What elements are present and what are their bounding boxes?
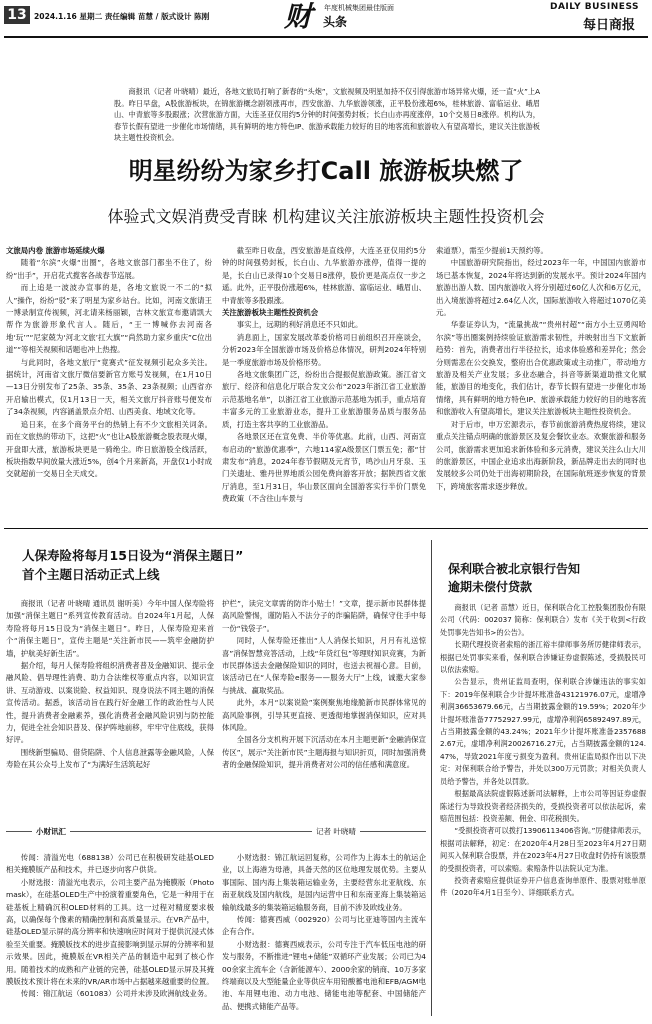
section-subheading: 文旅局内卷 旅游市场延续火爆 (6, 246, 105, 255)
body-paragraph: 围绕新型骗局、借贷陷阱、个人信息泄露等金融风险，人保寿险在其公众号上发布了“为满好生活筑起好 (6, 747, 214, 770)
body-paragraph: 各地文旅集团广泛，纷纷出合提振促旅游政策。浙江省文旅厅、经济和信息化厅联合发文公布“2023年浙江省工业旅游示范基地名单”，以浙江省工业旅游示范基地为抓手，重点培育丰富多元的工业旅游业态，提升工业旅游服务品质与服务品质，打造主客共享的工业旅游品。 (222, 370, 426, 429)
body-paragraph: 小财选报：清溢光电表示，公司主要产品为掩膜版（Photomask），在硅基OLED生产中扮演着重要角色，它是一种用于在硅基板上精确沉积OLED材料的工具。这一过程对精度要求极高，以确保每个像素的精确控制和高质量显示。在VR产品中，硅基OLED显示屏的高分辨率和快速响应时间对于提供沉浸式体验至关重要。掩膜版技术的进步直接影响到显示屏的分辨率和显示效果。因此，掩膜版在VR相关产品的制造中起到了核心作用。随着技术的成熟和产业链的完善，硅基OLED显示屏及其掩膜版技术预计将在未来的VR/AR市场中占据越来越重要的位置。 (6, 877, 214, 987)
body-paragraph: 传闻：锦江航运（601083）公司并未涉及欧洲航线业务。 (20, 989, 212, 999)
story3-title-line-1: 保利联合被北京银行告知 (448, 562, 581, 576)
header-rule (4, 36, 648, 38)
story2-title-line-1: 人保寿险将每月15日设为“消保主题日” (22, 548, 244, 563)
body-paragraph: 各地景区还在宣免费、半价等优惠。此前，山西、河南宣布启动的“旅游优惠季”，六地114家A级景区门票五免；都“甘肃发布”消息，2024年春节假期及元宵节，鸣沙山月牙泉、玉门关遗址、雅丹世界地质公园免费向游客开放；据陕西省文旅厅消息，至1月31日，华山景区面向全国游客实行半价门票免费政策（不含往山车景与 (222, 432, 426, 504)
body-paragraph: 根据最高法院虚假陈述新司法解释，上市公司等因证券虚假陈述行为导致投资者经济损失的，受损投资者可以依法起诉，索赔范围包括：投资差额、佣金、印花税损失。 (440, 789, 646, 823)
body-paragraph: 全国各分支机构开展下沉活动在本月主题更新“金融消保宣传区”，展示“关注新市民”主题海报与知识折页，同时加强消费者的金融保险知识，提升消费者对公司的信任感和满意度。 (222, 735, 426, 770)
page-number: 13 (4, 6, 30, 24)
body-paragraph: 小财选报：锦江航运回复称，公司作为上海本土的航运企业，以上海港为母港，具备天然的区位地理发展优势。主要从事国际、国内海上集装箱运输业务，主要经营东北亚航线、东南亚航线及国内航线，是国内运营中日和东南亚海上集装箱运输航线最多的集装箱运输服务商，目前不涉及欧线业务。 (222, 853, 426, 912)
sub-headline: 体验式文娱消费受青睐 机构建议关注旅游板块主题性投资机会 (107, 207, 545, 226)
body-paragraph: 传闻：德赛西威（002920）公司与比亚迪等国内主流车企有合作。 (222, 915, 426, 937)
body-paragraph: 投资者索赔应提供证券开户信息查询单原件、股票对账单原件（2020年4月1日至今）、详细联系方式。 (440, 875, 646, 898)
body-paragraph: 对于后市，申万宏源表示，春节前旅游消费热度将续，建议重点关注锚点明确的旅游景区及复会餐饮业态。欢聚旅游和服务公司，旅游需求更加追求新体验和多元消费，建议关注么山大川的旅游景区，中国企业追求出海新阶段，新品牌走出去的同时也发展较多公司仍处于出海初期阶段，在国际航班逐步恢复的背景下，跨境旅客需求逐步释放。 (436, 419, 646, 491)
body-paragraph: “受损投资者可以拨打13906113406咨询。”厉健律师表示，根据司法解释，初定：在2020年4月28日至2023年4月27日期间买入保利联合股票，并在2023年4月27日收盘时仍持有该股票的受损投资者，可以索赔。索赔条件以法院认定为准。 (440, 826, 646, 873)
group-line: 年度机械集团最佳版面 (324, 4, 394, 12)
story2-column-1 (6, 598, 214, 810)
story1-column-2 (222, 245, 426, 515)
body-paragraph: 商报讯（记者 苗慧）近日，保利联合化工控股集团股份有限公司（代码：002037 简称：保利联合）发布《关于收到<行政处罚事先告知书>的公告》。 (440, 603, 646, 637)
section-char: 财 (284, 0, 313, 33)
date-line: 2024.1.16 星期二 责任编辑 苗慧 / 版式设计 陈刚 (34, 12, 210, 21)
body-paragraph: 公告显示，贵州证监局查明，保利联合涉嫌违法的事实如下：2019年保利联合少计提坏账准备43121976.07元，虚增净利润36653679.66元，占当期披露金额的19.59%；2020年少计提坏账准备77752927.99元，虚增净利润65892497.89元，占当期披露金额的43.24%；2021年少计提坏账准备23576882.67元，虚增净利润20026716.27元，占当期披露金额的124.47%，导致2021年度亏损变为盈利。贵州证监局拟作出以下决定：对保利联合给予警告，并处以300万元罚款；对相关负责人员给予警告，并各处以罚款。 (440, 677, 646, 786)
story3-body (440, 602, 646, 1018)
body-paragraph: 随着“尔滨”火爆“出圈”，各地文旅部门都坐不住了，纷纷“出手”，开启花式揽客各战春节巡展。 (6, 258, 212, 280)
main-headline: 明星纷纷为家乡打Call 旅游板块燃了 (128, 157, 524, 185)
body-paragraph: 与此同时，各地文旅厅“竟赛式”征发视频引起众多关注。据统计，河南省文旅厅微信要新官方账号发视频，在1月10日—13日分别发布了25条、35条、35条、23条视频；山西省亦开启输出模式，仅1月13日一天，相关文旅厅抖音账号便发布了34条视频，内容涵盖景点介绍、山西美食、地域文化等。 (6, 357, 212, 417)
body-paragraph: 索道票），需至少提前1天预约等。 (436, 246, 548, 255)
body-paragraph: 此外，本月“以案说险”案例聚焦地缘脆新市民群体常见的高风险事例，引导其更直接、更透彻地掌握消保知识，应对具体风险。 (222, 698, 426, 733)
body-paragraph: 护栏”，读完文章需的防诈小贴士！”文章，提示新市民群体提高风险警惕，谨防陷入不法分子的诈骗陷阱，确保守住手中每一份“钱袋子”。 (222, 599, 426, 633)
paper-name-cn: 每日商报 (583, 18, 636, 33)
section-subheading: 关注旅游板块主题性投资机会 (222, 308, 319, 318)
body-paragraph: 消息面上，国家发展改革委价格司日前组织召开座谈会，分析2023年全国旅游市场及价格总体情况，研判2024年特别是一季度旅游市场及价格形势。 (222, 332, 426, 367)
briefs-label: 小财讯汇 (32, 826, 70, 838)
section-name: 头条 (323, 15, 348, 29)
body-paragraph: 据介绍，每月人保寿险将组织消费者普及金融知识、提示金融风险、倡导理性消费、助力合法维权等重点内容，以知识宣讲、互动游戏、以案说险、权益知识、现身说法不同主题的消保宣传活动。据悉，该活动旨在践行好金融工作的政治性与人民性，提升消费者金融素养，强化消费者金融风险识别与防控能力，促进全社会知识普及、保护阵地前移，牢牢守住底线，获得好评。 (6, 661, 214, 745)
body-paragraph: 中国旅游研究院指出，经过2023年一年，中国国内旅游市场已基本恢复，2024年将达到新的发展水平。预计2024年国内旅游出游人数、国内旅游收入将分别超过60亿人次和6万亿元，出入境旅游将超过2.64亿人次，国际旅游收入将超过1070亿美元。 (436, 258, 646, 318)
briefs-column-2 (222, 852, 426, 1018)
body-paragraph: 长期代理投资者索赔的浙江裕丰律师事务所厉健律师表示，根据已处罚事实来看，保利联合涉嫌证券虚假陈述，受损股民可以依法索赔。 (440, 640, 646, 675)
briefs-reporter: 记者 叶晓晴 (312, 826, 360, 838)
body-paragraph: 同时，人保寿险还推出“人人消保长知识，月月有礼送惊喜”消保智慧竞答活动，上线“年货红包”等理财知识竞赛，为新市民群体送去金融保险知识的同时，也送去祝福心意。目前，该活动已在“人保寿险e服务——服务大厅”上线，诚邀大家参与挑战、赢取奖品。 (222, 636, 426, 695)
body-paragraph: 商报讯（记者 叶晓晴 通讯员 谢听美）今年中国人保寿险将加强“消保主题日”系列宣传教育活动。自2024年1月起，人保寿险将每月15日设为“消保主题日”。昨日，人保寿险迎来首个“消保主题日”，宣传主题是“关注新市民——筑牢金融防护墙，护航美好新生活”。 (6, 599, 214, 658)
story2-column-2 (222, 598, 426, 810)
body-paragraph: 华泰证券认为，“流量挑战”“贵州村超”“南方小土豆勇闯哈尔滨”等出圈案例持续验证旅游需求韧性，并映射出当下文旅新趋势：首先，消费者出行半径拉长，追求体验感和差异化；然会分则需悲在公交换发，整府出合优惠政策或主动推广，带动地方旅游及相关产业发展；多业态融合，抖音等新渠道助推文化赋能，旅游目的地变化，我们估计，春节长假有望进一步催化市场情绪，具有鲜明的地方特色IP、旅游承载能力较好的目的地客流和旅游收入有望高增长，建议关注旅游板块主题性投资机会。 (436, 320, 646, 417)
lead-paragraph: 商报讯（记者 叶晓晴）最近，各地文旅局打响了新春的“头炮”，文旅视频及明星加持不仅引得旅游市场异常火爆，还一直“火”上A股。昨日早盘，A股旅游板块，在锦旅游概念剧领涨再市，西安旅游、九华旅游领涨，正平股份涨超6%，桂林旅游、富临运业、峨眉山、中青旅等多股跟涨；次营旅游方面，大连圣亚仅用约5分钟的时间强势封板；长白山亦再度涨停，10个交易日8涨停。机构认为，春节长假有望进一步催化市场情绪，具有鲜明的地方特色IP、旅游承载能力较好的目的地客流和旅游收入有望高增长，建议关注旅游板块主题性投资机会。 (114, 87, 540, 142)
body-paragraph: 小财选报：德赛西威表示，公司专注于汽车低压电池的研发与服务，不断推进“锂电+储能”双循环产业发展；公司已为400余家主流车企（含新能源车）、2000余家的销商、10万多家终端商以及大型能量企业等供应车用铅酸蓄电池和EFB/AGM电池、车用锂电池、动力电池、储能电池等配套、中国储能产品、便携式储能产品等。 (222, 939, 426, 1011)
story3-title-line-2: 逾期未偿付贷款 (448, 580, 533, 594)
briefs-banner (6, 826, 426, 838)
body-paragraph: 事实上，远期的利好消息还不只如此。 (236, 320, 363, 330)
story1-column-3 (436, 245, 646, 515)
body-paragraph: 追日来，在多个商务平台的热销上有不少文旅相关词条。而在文旅热的带动下，这把“火”也让A股旅游概念股表现火爆，开盘即大涨，旅游板块更是一骑绝尘。昨日旅游股全线活跃，板块指数早间放量大涨近5%，创4个月来新高，开盘仅1小时成交就超前一交易日全天成交。 (6, 419, 212, 479)
paper-name-en: DAILY BUSINESS (550, 2, 640, 12)
briefs-column-1 (6, 852, 214, 1018)
vertical-column-rule (431, 540, 432, 1016)
body-paragraph: 而上追是一波波办宣事的是，各地文旅说一不二的“拟人”操作，纷纷“驳”来了明星为家乡站台。比如，河南文旅请王一博录制宣传视频，河北请来杨丽颖，吉林文旅宣布邀请凯大帮作为旅游形象代言人。随后，“王一博喊你去河南各地‘玩’”“尼家兢为‘河北文旅’扛大旗”“尚然助力家乡重庆”C位出道”“等相关视频和话题也冲上热搜。 (6, 283, 212, 355)
story2-title-line-2: 首个主题日活动正式上线 (22, 567, 160, 582)
story-divider (4, 528, 648, 529)
body-paragraph: 截至昨日收盘，西安旅游是直线停，大连圣亚仅用约5分钟的时间强势封板，长白山、九华旅游亦涨停，值得一提的是，长白山已录得10个交易日8涨停，股价更是高点仅一步之遥。此外，正平股份涨超6%，桂林旅游、富临运业、峨眉山、中青旅等多股跟涨。 (222, 246, 426, 305)
body-paragraph: 传闻：清溢光电（688138）公司已在积极研发硅基OLED相关掩膜版产品和技术，并已逐步向客户供货。 (6, 853, 214, 875)
story1-column-1 (6, 245, 212, 515)
